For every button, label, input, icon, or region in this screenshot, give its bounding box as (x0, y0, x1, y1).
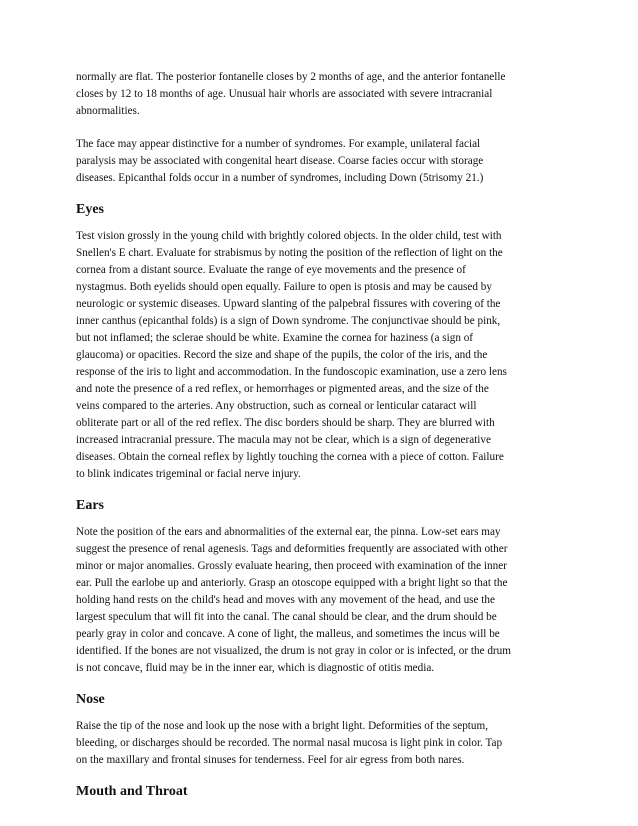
text-line: Note the position of the ears and abnormalities of the external ear, the pinna. Low-set ears may (76, 526, 501, 538)
text-line: normally are flat. The posterior fontanelle closes by 2 months of age, and the anterior fontanelle (76, 71, 506, 83)
text-line: to blink indicates trigeminal or facial nerve injury. (76, 468, 301, 480)
text-line: The face may appear distinctive for a number of syndromes. For example, unilateral facial (76, 138, 481, 150)
section-body-eyes (76, 228, 568, 483)
text-line: diseases. Epicanthal folds occur in a number of syndromes, including Down (5trisomy 21.) (76, 172, 484, 184)
text-line: pearly gray in color and concave. A cone of light, the malleus, and sometimes the incus will be (76, 628, 500, 640)
text-line: neurologic or systemic diseases. Upward slanting of the palpebral fissures with covering of the (76, 298, 501, 310)
section-body-ears (76, 524, 568, 677)
text-line: increased intracranial pressure. The macula may not be clear, which is a sign of degenerative (76, 434, 491, 446)
text-line: ear. Pull the earlobe up and anteriorly. Grasp an otoscope equipped with a bright light so that the (76, 577, 508, 589)
text-line: Snellen's E chart. Evaluate for strabismus by noting the position of the reflection of light on the (76, 247, 503, 259)
section-body-nose (76, 718, 568, 769)
text-line: Raise the tip of the nose and look up the nose with a bright light. Deformities of the septum, (76, 720, 488, 732)
text-line: holding hand rests on the child's head and moves with any movement of the head, and use the (76, 594, 495, 606)
text-line: response of the iris to light and accommodation. In the fundoscopic examination, use a zero lens (76, 366, 507, 378)
text-line: paralysis may be associated with congenital heart disease. Coarse facies occur with storage (76, 155, 484, 167)
text-line: minor or major anomalies. Grossly evaluate hearing, then proceed with examination of the inner (76, 560, 507, 572)
text-line: and note the presence of a red reflex, or hemorrhages or pigmented areas, and the size of the (76, 383, 489, 395)
section-heading-eyes: Eyes (76, 202, 104, 217)
text-line: abnormalities. (76, 105, 140, 117)
text-line: on the maxillary and frontal sinuses for tenderness. Feel for air egress from both nares. (76, 754, 465, 766)
text-line: nystagmus. Both eyelids should open equally. Failure to open is ptosis and may be caused by (76, 281, 492, 293)
text-line: glaucoma) or opacities. Record the size and shape of the pupils, the color of the iris, and the (76, 349, 488, 361)
text-line: closes by 12 to 18 months of age. Unusual hair whorls are associated with severe intracranial (76, 88, 493, 100)
section-heading-nose: Nose (76, 692, 105, 707)
text-line: cornea from a distant source. Evaluate the range of eye movements and the presence of (76, 264, 466, 276)
text-line: obliterate part or all of the red reflex. The disc borders should be sharp. They are blurred with (76, 417, 495, 429)
text-line: is not concave, fluid may be in the inner ear, which is diagnostic of otitis media. (76, 662, 435, 674)
text-line: but not inflamed; the sclerae should be white. Examine the cornea for haziness (a sign of (76, 332, 474, 344)
text-line: diseases. Obtain the corneal reflex by lightly touching the cornea with a piece of cotton. Failure (76, 451, 504, 463)
text-line: inner canthus (epicanthal folds) is a sign of Down syndrome. The conjunctivae should be pink, (76, 315, 501, 327)
text-line: Test vision grossly in the young child with brightly colored objects. In the older child, test with (76, 230, 502, 242)
intro-paragraph-1 (76, 69, 568, 120)
intro-paragraph-2 (76, 136, 568, 187)
section-heading-mouth-and-throat: Mouth and Throat (76, 784, 188, 799)
text-line: largest speculum that will fit into the canal. The canal should be clear, and the drum should be (76, 611, 497, 623)
text-line: identified. If the bones are not visualized, the drum is not gray in color or is infected, or the drum (76, 645, 511, 657)
text-line: veins compared to the arteries. Any obstruction, such as corneal or lenticular cataract will (76, 400, 477, 412)
section-heading-ears: Ears (76, 498, 104, 513)
text-line: suggest the presence of renal agenesis. Tags and deformities frequently are associated with other (76, 543, 508, 555)
document-page (76, 69, 568, 800)
text-line: bleeding, or discharges should be recorded. The normal nasal mucosa is light pink in color. Tap (76, 737, 503, 749)
